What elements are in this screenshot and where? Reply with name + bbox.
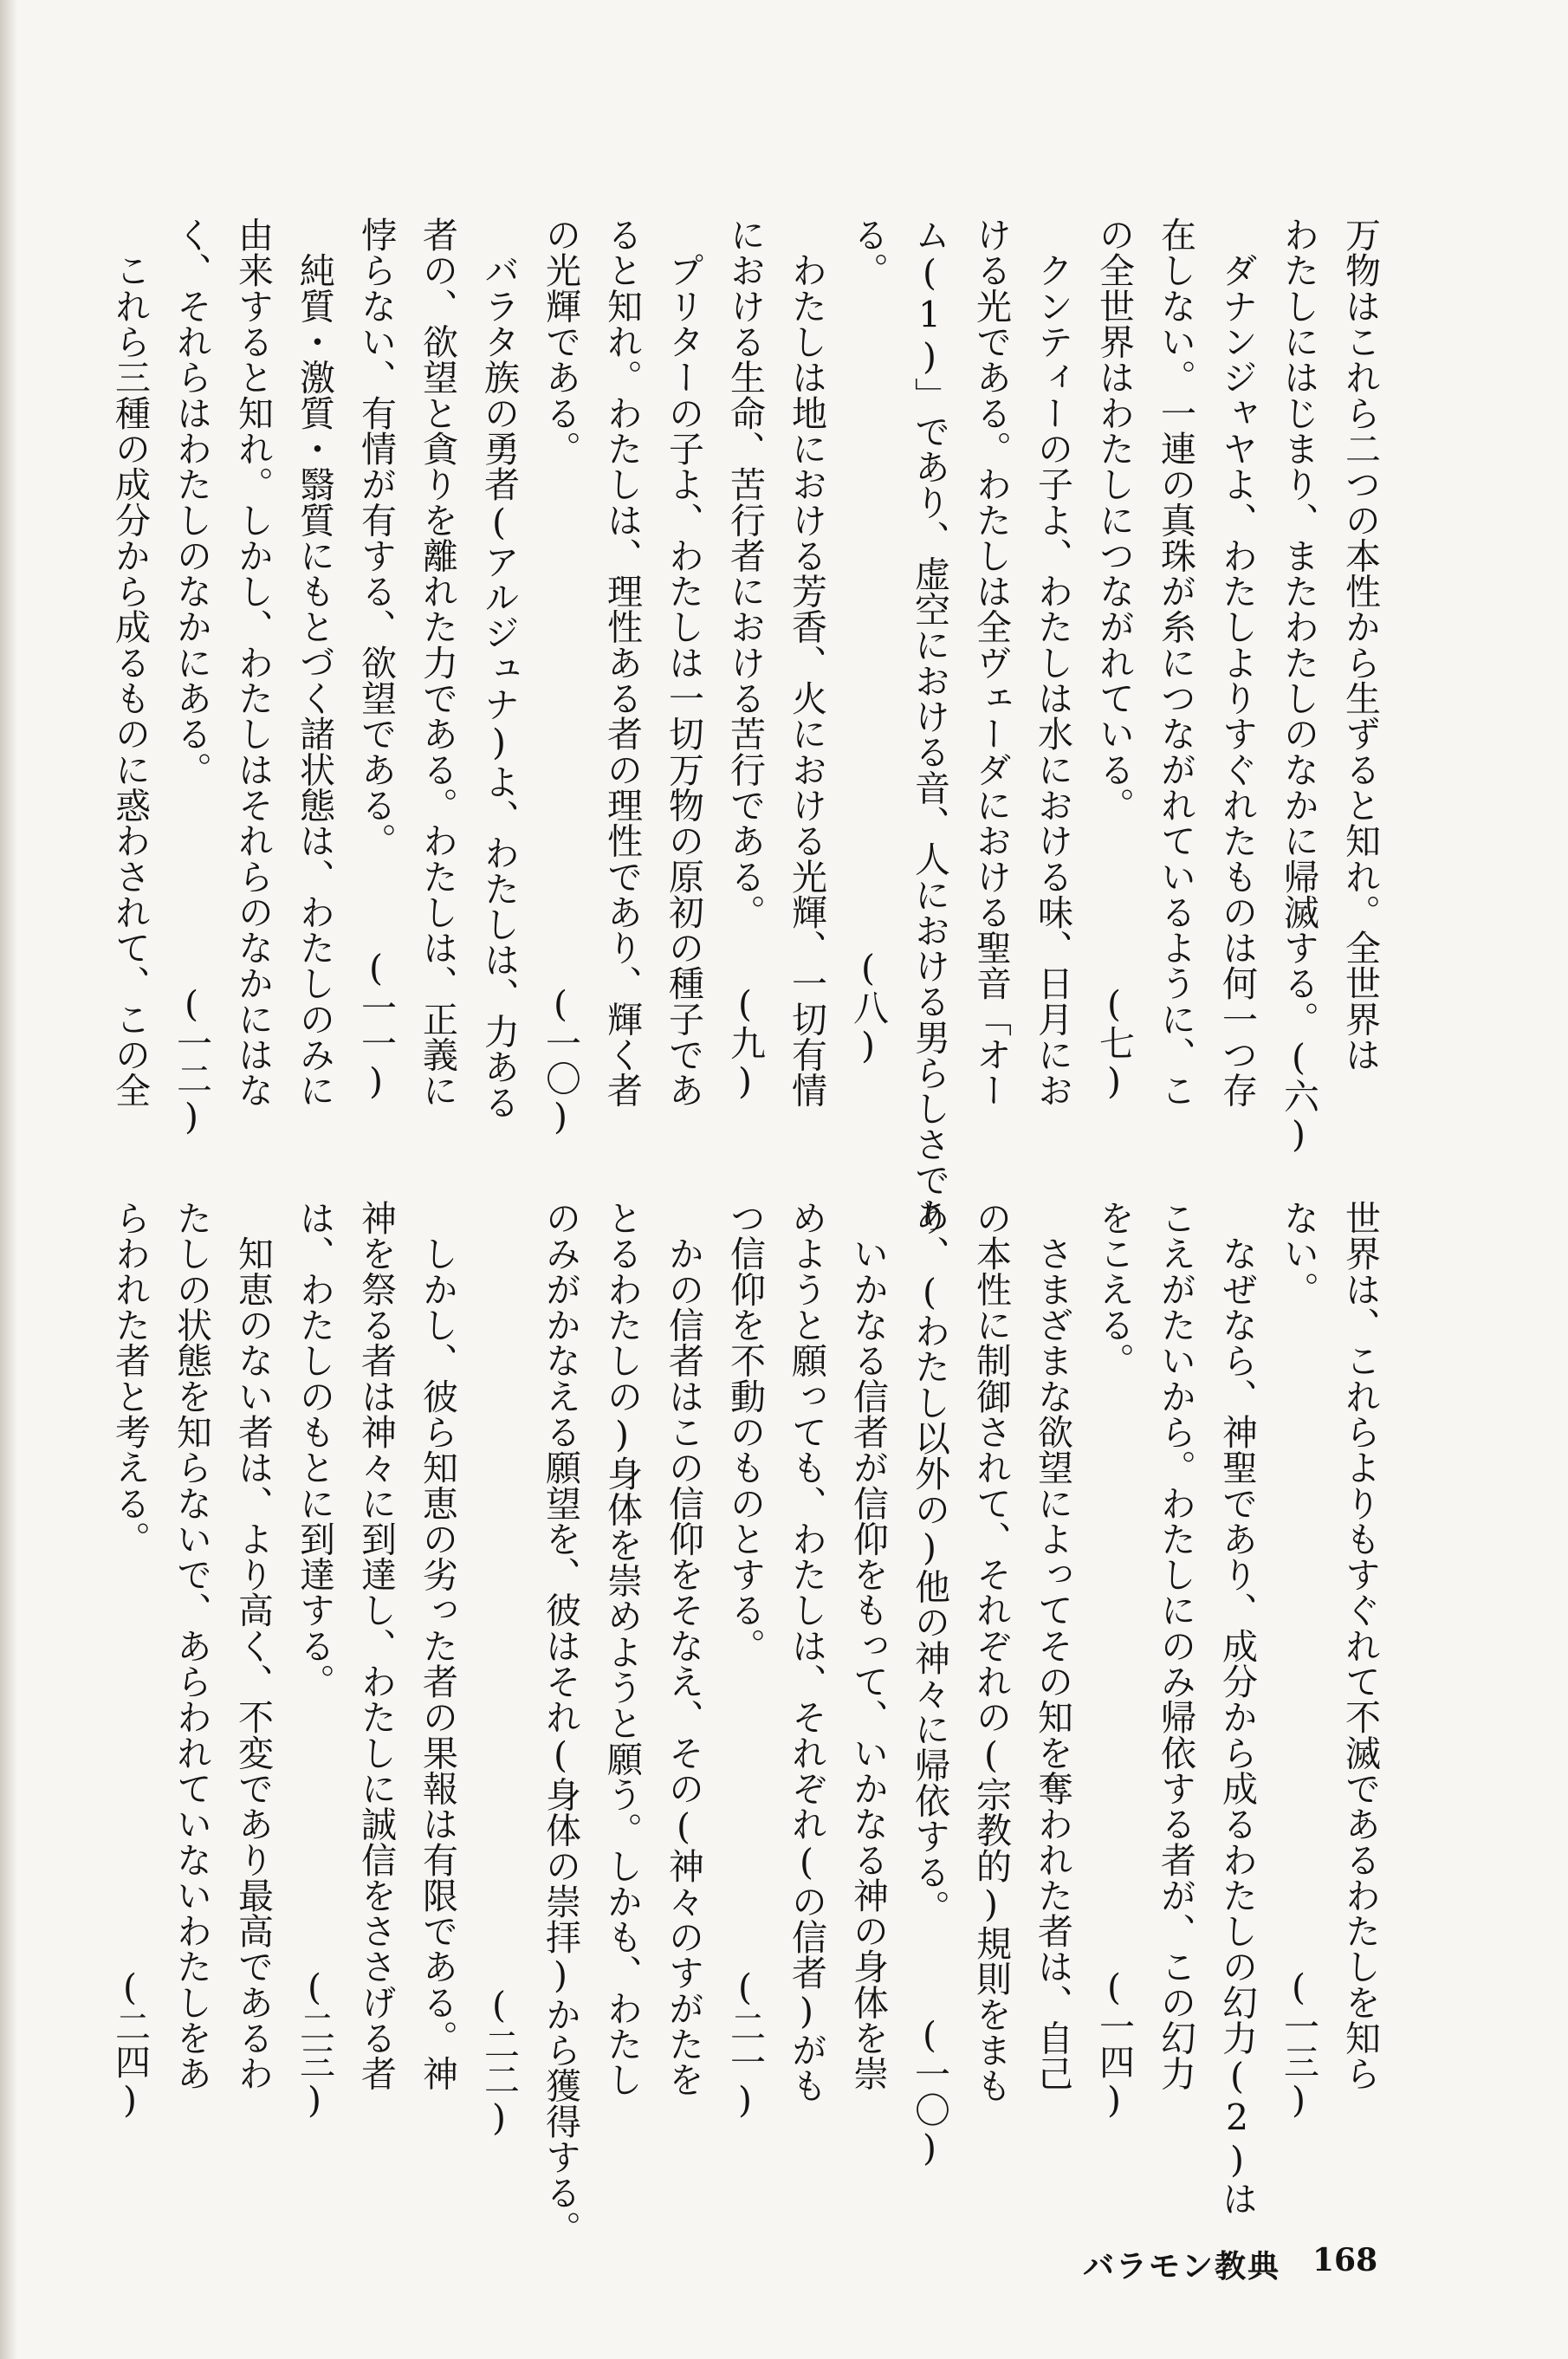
text-column: の光輝である。 (一〇) xyxy=(540,217,581,1138)
text-column: 神を祭る者は神々に到達し、わたしに誠信をささげる者 xyxy=(355,1200,397,2091)
text-column: ム(1)」であり、虚空における音、人における男らしさであ xyxy=(909,217,950,1234)
text-column: ると知れ。わたしは、理性ある者の理性であり、輝く者 xyxy=(601,217,643,1108)
text-column: ない。 (一三) xyxy=(1278,1200,1319,2122)
text-column: ダナンジャヤよ、わたしよりすぐれたものは何一つ存 xyxy=(1216,217,1258,1108)
text-column: こえがたいから。わたしにのみ帰依する者が、この幻力 xyxy=(1155,1200,1196,2091)
text-column: 在しない。一連の真珠が糸につながれているように、こ xyxy=(1155,217,1196,1108)
text-column: 世界は、これらよりもすぐれて不滅であるわたしを知ら xyxy=(1339,1200,1381,2091)
top-text-block xyxy=(104,217,1386,1234)
text-column: めようと願っても、わたしは、それぞれ(の信者)がも xyxy=(786,1200,827,2103)
text-column: の本性に制御されて、それぞれの(宗教的)規則をまも xyxy=(970,1200,1012,2103)
running-footer-title: バラモン教典 xyxy=(1083,2249,1281,2284)
text-column: つ信仰を不動のものとする。 (二一) xyxy=(724,1200,766,2122)
text-column: たしの状態を知らないで、あらわれていないわたしをあ xyxy=(171,1200,212,2091)
text-column: 純質・激質・翳質にもとづく諸状態は、わたしのみに xyxy=(294,217,335,1108)
text-column: における生命、苦行者における苦行である。 (九) xyxy=(724,217,766,1103)
text-column: く、それらはわたしのなかにある。 (一二) xyxy=(171,217,212,1138)
text-column: は、わたしのもとに到達する。 (二三) xyxy=(294,1200,335,2122)
binding-gutter xyxy=(0,0,17,2359)
text-column: の全世界はわたしにつながれている。 (七) xyxy=(1093,217,1135,1103)
text-column: ける光である。わたしは全ヴェーダにおける聖音「オー xyxy=(970,217,1012,1108)
text-column: 者の、欲望と貪りを離れた力である。わたしは、正義に xyxy=(417,217,458,1108)
text-column: る。 (八) xyxy=(847,217,889,1067)
text-column: のみがかなえる願望を、彼はそれ(身体の崇拝)から獲得する。 xyxy=(540,1200,581,2246)
text-column: わたしにはじまり、またわたしのなかに帰滅する。(六) xyxy=(1278,217,1319,1156)
text-column: しかし、彼ら知恵の劣った者の果報は有限である。神 xyxy=(417,1200,458,2091)
text-column: (二二) xyxy=(478,1200,520,2139)
text-column: わたしは地における芳香、火における光輝、一切有情 xyxy=(786,217,827,1108)
text-column: 悖らない、有情が有する、欲望である。 (一一) xyxy=(355,217,397,1103)
text-column: をこえる。 (一四) xyxy=(1093,1200,1135,2122)
text-column: いかなる信者が信仰をもって、いかなる神の身体を崇 xyxy=(847,1200,889,2091)
page-number: 168 xyxy=(1312,2242,1378,2278)
text-column: とるわたしの)身体を崇めようと願う。しかも、わたし xyxy=(601,1200,643,2097)
text-column: プリターの子よ、わたしは一切万物の原初の種子であ xyxy=(663,217,704,1108)
text-column: らわれた者と考える。 (二四) xyxy=(109,1200,151,2122)
text-column: 由来すると知れ。しかし、わたしはそれらのなかにはな xyxy=(232,217,274,1108)
text-column: クンティーの子よ、わたしは水における味、日月にお xyxy=(1032,217,1073,1108)
text-column: り、(わたし以外の)他の神々に帰依する。 (一〇) xyxy=(909,1200,950,2169)
text-column: バラタ族の勇者(アルジュナ)よ、わたしは、力ある xyxy=(478,217,520,1120)
text-column: さまざまな欲望によってその知を奪われた者は、自己 xyxy=(1032,1200,1073,2091)
text-column: 知恵のない者は、より高く、不変であり最高であるわ xyxy=(232,1200,274,2091)
text-column: かの信者はこの信仰をそなえ、その(神々のすがたを xyxy=(663,1200,704,2097)
text-column: なぜなら、神聖であり、成分から成るわたしの幻力(2)は xyxy=(1216,1200,1258,2217)
text-column: 万物はこれら二つの本性から生ずると知れ。全世界は xyxy=(1339,217,1381,1073)
bottom-text-block xyxy=(104,1200,1386,2246)
text-column: これら三種の成分から成るものに惑わされて、この全 xyxy=(109,217,151,1108)
